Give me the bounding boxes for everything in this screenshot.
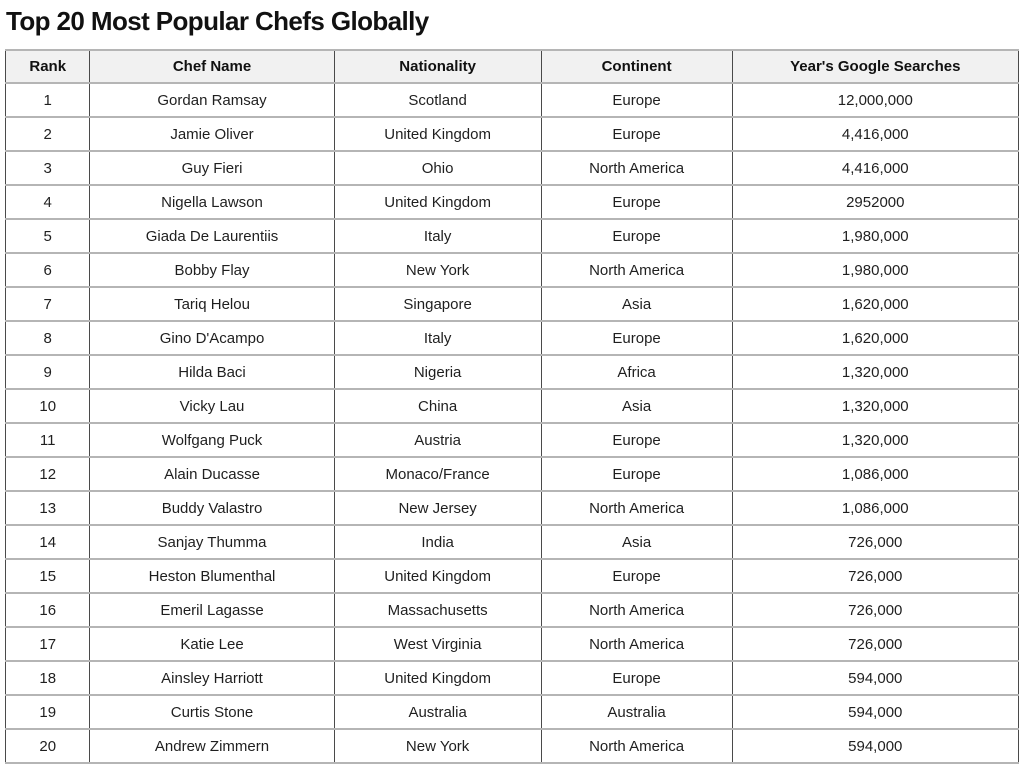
- cell-searches: 1,980,000: [732, 253, 1018, 287]
- cell-chef-name: Alain Ducasse: [90, 457, 334, 491]
- cell-nationality: New York: [334, 253, 541, 287]
- cell-searches: 4,416,000: [732, 117, 1018, 151]
- cell-nationality: New York: [334, 729, 541, 763]
- cell-rank: 16: [6, 593, 90, 627]
- cell-rank: 8: [6, 321, 90, 355]
- table-row: [6, 185, 1019, 219]
- cell-nationality: Singapore: [334, 287, 541, 321]
- cell-chef-name: Tariq Helou: [90, 287, 334, 321]
- cell-nationality: West Virginia: [334, 627, 541, 661]
- table-row: [6, 491, 1019, 525]
- cell-nationality: United Kingdom: [334, 559, 541, 593]
- cell-searches: 1,980,000: [732, 219, 1018, 253]
- cell-nationality: United Kingdom: [334, 117, 541, 151]
- cell-nationality: Nigeria: [334, 355, 541, 389]
- cell-searches: 1,320,000: [732, 389, 1018, 423]
- cell-rank: 4: [6, 185, 90, 219]
- column-header-searches: Year's Google Searches: [732, 50, 1018, 83]
- cell-chef-name: Heston Blumenthal: [90, 559, 334, 593]
- cell-continent: Africa: [541, 355, 732, 389]
- cell-rank: 19: [6, 695, 90, 729]
- cell-searches: 12,000,000: [732, 83, 1018, 117]
- cell-rank: 1: [6, 83, 90, 117]
- table-row: [6, 627, 1019, 661]
- cell-searches: 1,620,000: [732, 287, 1018, 321]
- column-header-chef-name: Chef Name: [90, 50, 334, 83]
- cell-chef-name: Gino D'Acampo: [90, 321, 334, 355]
- table-row: [6, 661, 1019, 695]
- cell-continent: Europe: [541, 83, 732, 117]
- cell-nationality: Italy: [334, 321, 541, 355]
- table-row: [6, 423, 1019, 457]
- cell-rank: 10: [6, 389, 90, 423]
- cell-chef-name: Curtis Stone: [90, 695, 334, 729]
- cell-rank: 15: [6, 559, 90, 593]
- cell-chef-name: Emeril Lagasse: [90, 593, 334, 627]
- table-row: [6, 151, 1019, 185]
- cell-nationality: Italy: [334, 219, 541, 253]
- cell-rank: 5: [6, 219, 90, 253]
- cell-rank: 9: [6, 355, 90, 389]
- cell-continent: Europe: [541, 661, 732, 695]
- table-row: [6, 83, 1019, 117]
- cell-chef-name: Vicky Lau: [90, 389, 334, 423]
- cell-nationality: Monaco/France: [334, 457, 541, 491]
- cell-chef-name: Nigella Lawson: [90, 185, 334, 219]
- cell-rank: 17: [6, 627, 90, 661]
- cell-searches: 726,000: [732, 593, 1018, 627]
- page-title: Top 20 Most Popular Chefs Globally: [6, 6, 429, 36]
- cell-chef-name: Giada De Laurentiis: [90, 219, 334, 253]
- cell-continent: Australia: [541, 695, 732, 729]
- cell-continent: North America: [541, 627, 732, 661]
- cell-continent: Europe: [541, 185, 732, 219]
- table-row: [6, 593, 1019, 627]
- cell-chef-name: Gordan Ramsay: [90, 83, 334, 117]
- cell-continent: North America: [541, 151, 732, 185]
- cell-nationality: Ohio: [334, 151, 541, 185]
- cell-nationality: United Kingdom: [334, 661, 541, 695]
- cell-searches: 1,086,000: [732, 457, 1018, 491]
- cell-continent: Europe: [541, 117, 732, 151]
- cell-continent: North America: [541, 491, 732, 525]
- table-row: [6, 525, 1019, 559]
- cell-rank: 13: [6, 491, 90, 525]
- column-header-nationality: Nationality: [334, 50, 541, 83]
- column-header-continent: Continent: [541, 50, 732, 83]
- table-row: [6, 695, 1019, 729]
- cell-chef-name: Wolfgang Puck: [90, 423, 334, 457]
- cell-chef-name: Andrew Zimmern: [90, 729, 334, 763]
- cell-rank: 11: [6, 423, 90, 457]
- cell-searches: 726,000: [732, 627, 1018, 661]
- cell-rank: 18: [6, 661, 90, 695]
- cell-continent: Asia: [541, 287, 732, 321]
- cell-continent: Asia: [541, 525, 732, 559]
- cell-searches: 726,000: [732, 525, 1018, 559]
- cell-chef-name: Jamie Oliver: [90, 117, 334, 151]
- table-row: [6, 117, 1019, 151]
- cell-nationality: Austria: [334, 423, 541, 457]
- table-row: [6, 729, 1019, 763]
- cell-continent: North America: [541, 253, 732, 287]
- cell-searches: 1,620,000: [732, 321, 1018, 355]
- cell-nationality: United Kingdom: [334, 185, 541, 219]
- cell-rank: 3: [6, 151, 90, 185]
- cell-chef-name: Guy Fieri: [90, 151, 334, 185]
- cell-rank: 2: [6, 117, 90, 151]
- table-row: [6, 219, 1019, 253]
- cell-searches: 594,000: [732, 695, 1018, 729]
- cell-chef-name: Bobby Flay: [90, 253, 334, 287]
- cell-continent: Europe: [541, 457, 732, 491]
- cell-rank: 6: [6, 253, 90, 287]
- cell-continent: Asia: [541, 389, 732, 423]
- table-row: [6, 389, 1019, 423]
- cell-searches: 594,000: [732, 661, 1018, 695]
- cell-chef-name: Ainsley Harriott: [90, 661, 334, 695]
- cell-nationality: New Jersey: [334, 491, 541, 525]
- cell-chef-name: Hilda Baci: [90, 355, 334, 389]
- cell-chef-name: Buddy Valastro: [90, 491, 334, 525]
- cell-nationality: Massachusetts: [334, 593, 541, 627]
- cell-rank: 7: [6, 287, 90, 321]
- cell-nationality: India: [334, 525, 541, 559]
- cell-continent: Europe: [541, 423, 732, 457]
- cell-searches: 2952000: [732, 185, 1018, 219]
- cell-continent: North America: [541, 729, 732, 763]
- cell-searches: 1,320,000: [732, 423, 1018, 457]
- cell-searches: 1,320,000: [732, 355, 1018, 389]
- cell-rank: 20: [6, 729, 90, 763]
- cell-rank: 12: [6, 457, 90, 491]
- table-row: [6, 253, 1019, 287]
- table-body: [6, 83, 1019, 763]
- cell-searches: 1,086,000: [732, 491, 1018, 525]
- cell-chef-name: Katie Lee: [90, 627, 334, 661]
- cell-nationality: Scotland: [334, 83, 541, 117]
- table-row: [6, 321, 1019, 355]
- cell-continent: Europe: [541, 559, 732, 593]
- table-header-row: [6, 50, 1019, 83]
- cell-continent: Europe: [541, 321, 732, 355]
- cell-searches: 726,000: [732, 559, 1018, 593]
- cell-nationality: Australia: [334, 695, 541, 729]
- chefs-table: [5, 49, 1019, 764]
- cell-searches: 4,416,000: [732, 151, 1018, 185]
- table-row: [6, 559, 1019, 593]
- cell-rank: 14: [6, 525, 90, 559]
- cell-nationality: China: [334, 389, 541, 423]
- column-header-rank: Rank: [6, 50, 90, 83]
- table-row: [6, 287, 1019, 321]
- cell-searches: 594,000: [732, 729, 1018, 763]
- cell-continent: Europe: [541, 219, 732, 253]
- table-row: [6, 355, 1019, 389]
- cell-chef-name: Sanjay Thumma: [90, 525, 334, 559]
- table-row: [6, 457, 1019, 491]
- cell-continent: North America: [541, 593, 732, 627]
